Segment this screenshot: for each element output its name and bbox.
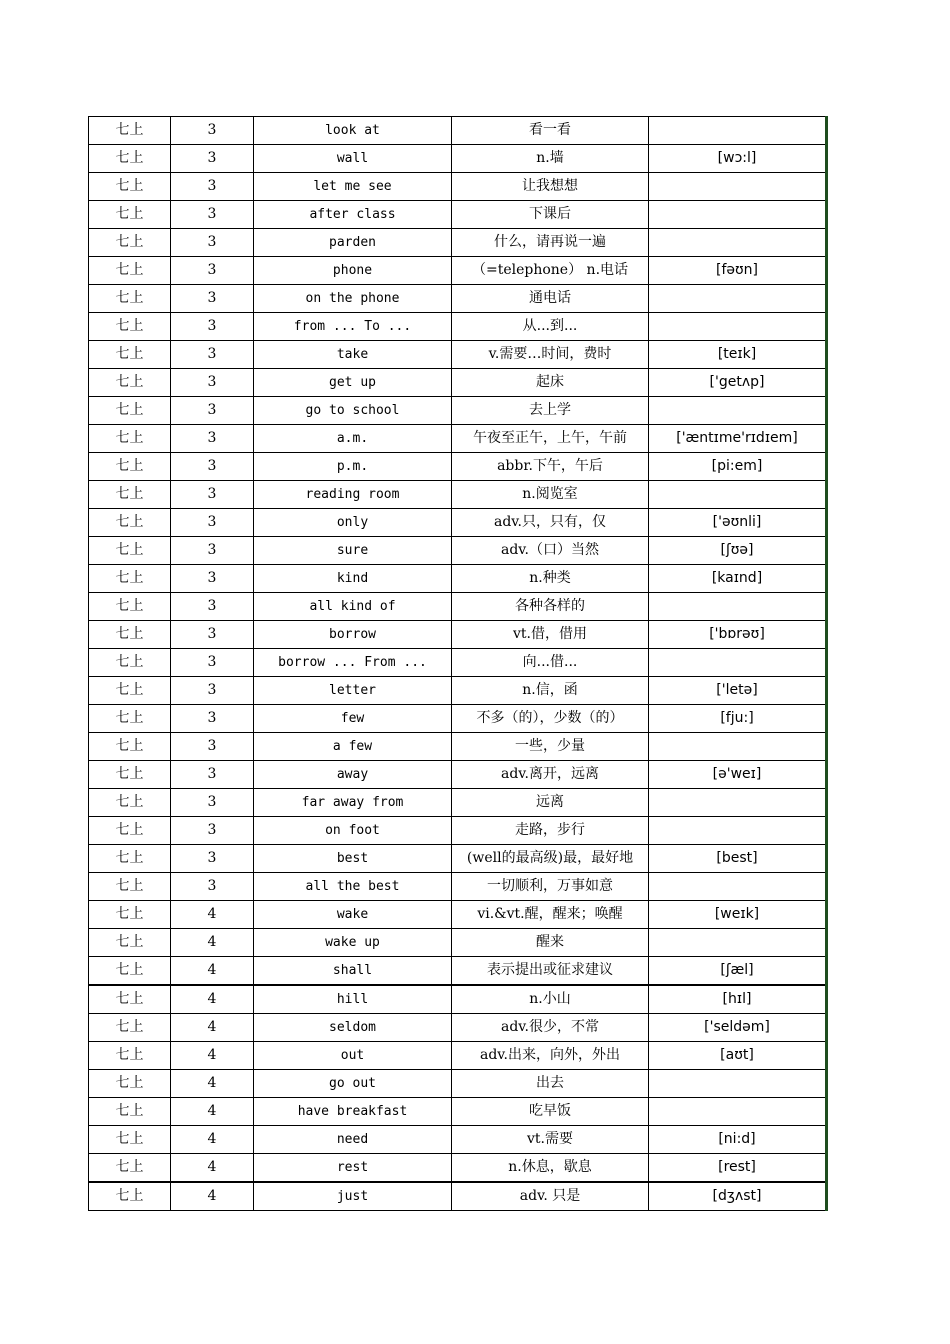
grade-cell: 七上 bbox=[89, 453, 171, 481]
word-cell: wall bbox=[254, 145, 452, 173]
meaning-cell: adv.（口）当然 bbox=[452, 537, 649, 565]
meaning-cell: 午夜至正午，上午，午前 bbox=[452, 425, 649, 453]
meaning-cell: (well的最高级)最，最好地 bbox=[452, 845, 649, 873]
phonetic-cell: [wɔ:l] bbox=[649, 145, 827, 173]
table-row bbox=[89, 845, 827, 873]
table-row bbox=[89, 761, 827, 789]
table-row bbox=[89, 285, 827, 313]
word-cell: borrow bbox=[254, 621, 452, 649]
table-row bbox=[89, 705, 827, 733]
grade-cell: 七上 bbox=[89, 229, 171, 257]
word-cell: wake bbox=[254, 901, 452, 929]
unit-cell: 4 bbox=[171, 1042, 254, 1070]
phonetic-cell bbox=[649, 929, 827, 957]
word-cell: shall bbox=[254, 957, 452, 986]
unit-cell: 3 bbox=[171, 677, 254, 705]
phonetic-cell: ['əʊnli] bbox=[649, 509, 827, 537]
word-cell: need bbox=[254, 1126, 452, 1154]
phonetic-cell: [teɪk] bbox=[649, 341, 827, 369]
unit-cell: 3 bbox=[171, 509, 254, 537]
grade-cell: 七上 bbox=[89, 565, 171, 593]
phonetic-cell: ['seldəm] bbox=[649, 1014, 827, 1042]
unit-cell: 3 bbox=[171, 593, 254, 621]
phonetic-cell: [weɪk] bbox=[649, 901, 827, 929]
table-row bbox=[89, 1098, 827, 1126]
word-cell: only bbox=[254, 509, 452, 537]
grade-cell: 七上 bbox=[89, 733, 171, 761]
unit-cell: 3 bbox=[171, 649, 254, 677]
unit-cell: 3 bbox=[171, 397, 254, 425]
vocabulary-table bbox=[88, 116, 828, 1211]
unit-cell: 4 bbox=[171, 985, 254, 1014]
word-cell: have breakfast bbox=[254, 1098, 452, 1126]
phonetic-cell: ['letə] bbox=[649, 677, 827, 705]
table-row bbox=[89, 789, 827, 817]
phonetic-cell: [aʊt] bbox=[649, 1042, 827, 1070]
grade-cell: 七上 bbox=[89, 285, 171, 313]
unit-cell: 4 bbox=[171, 901, 254, 929]
word-cell: just bbox=[254, 1182, 452, 1211]
unit-cell: 4 bbox=[171, 957, 254, 986]
table-row bbox=[89, 817, 827, 845]
grade-cell: 七上 bbox=[89, 117, 171, 145]
phonetic-cell bbox=[649, 481, 827, 509]
unit-cell: 3 bbox=[171, 369, 254, 397]
table-row bbox=[89, 565, 827, 593]
unit-cell: 4 bbox=[171, 929, 254, 957]
meaning-cell: vi.&vt.醒，醒来；唤醒 bbox=[452, 901, 649, 929]
vocabulary-table-body bbox=[89, 117, 827, 1211]
unit-cell: 3 bbox=[171, 201, 254, 229]
meaning-cell: 看一看 bbox=[452, 117, 649, 145]
unit-cell: 3 bbox=[171, 817, 254, 845]
unit-cell: 3 bbox=[171, 173, 254, 201]
meaning-cell: 下课后 bbox=[452, 201, 649, 229]
grade-cell: 七上 bbox=[89, 789, 171, 817]
word-cell: from ... To ... bbox=[254, 313, 452, 341]
table-row bbox=[89, 341, 827, 369]
table-row bbox=[89, 537, 827, 565]
unit-cell: 3 bbox=[171, 229, 254, 257]
unit-cell: 3 bbox=[171, 565, 254, 593]
table-row bbox=[89, 649, 827, 677]
grade-cell: 七上 bbox=[89, 341, 171, 369]
meaning-cell: 一些，少量 bbox=[452, 733, 649, 761]
meaning-cell: n.墙 bbox=[452, 145, 649, 173]
phonetic-cell bbox=[649, 1070, 827, 1098]
grade-cell: 七上 bbox=[89, 761, 171, 789]
meaning-cell: 表示提出或征求建议 bbox=[452, 957, 649, 986]
table-row bbox=[89, 985, 827, 1014]
meaning-cell: v.需要…时间，费时 bbox=[452, 341, 649, 369]
meaning-cell: abbr.下午，午后 bbox=[452, 453, 649, 481]
grade-cell: 七上 bbox=[89, 397, 171, 425]
table-row bbox=[89, 957, 827, 986]
table-row bbox=[89, 593, 827, 621]
grade-cell: 七上 bbox=[89, 509, 171, 537]
table-row bbox=[89, 313, 827, 341]
word-cell: on foot bbox=[254, 817, 452, 845]
meaning-cell: 什么，请再说一遍 bbox=[452, 229, 649, 257]
word-cell: sure bbox=[254, 537, 452, 565]
unit-cell: 3 bbox=[171, 761, 254, 789]
word-cell: best bbox=[254, 845, 452, 873]
word-cell: far away from bbox=[254, 789, 452, 817]
meaning-cell: 去上学 bbox=[452, 397, 649, 425]
table-row bbox=[89, 481, 827, 509]
table-row bbox=[89, 453, 827, 481]
grade-cell: 七上 bbox=[89, 1070, 171, 1098]
unit-cell: 4 bbox=[171, 1126, 254, 1154]
grade-cell: 七上 bbox=[89, 369, 171, 397]
meaning-cell: adv. 只是 bbox=[452, 1182, 649, 1211]
grade-cell: 七上 bbox=[89, 1014, 171, 1042]
table-row bbox=[89, 1126, 827, 1154]
meaning-cell: （=telephone） n.电话 bbox=[452, 257, 649, 285]
grade-cell: 七上 bbox=[89, 985, 171, 1014]
grade-cell: 七上 bbox=[89, 929, 171, 957]
meaning-cell: n.种类 bbox=[452, 565, 649, 593]
meaning-cell: 吃早饭 bbox=[452, 1098, 649, 1126]
unit-cell: 3 bbox=[171, 733, 254, 761]
unit-cell: 3 bbox=[171, 453, 254, 481]
unit-cell: 3 bbox=[171, 313, 254, 341]
grade-cell: 七上 bbox=[89, 201, 171, 229]
phonetic-cell: ['getʌp] bbox=[649, 369, 827, 397]
grade-cell: 七上 bbox=[89, 1154, 171, 1183]
unit-cell: 3 bbox=[171, 285, 254, 313]
meaning-cell: 醒来 bbox=[452, 929, 649, 957]
meaning-cell: adv.只，只有，仅 bbox=[452, 509, 649, 537]
unit-cell: 4 bbox=[171, 1070, 254, 1098]
phonetic-cell: [pi:em] bbox=[649, 453, 827, 481]
word-cell: take bbox=[254, 341, 452, 369]
word-cell: all kind of bbox=[254, 593, 452, 621]
table-row bbox=[89, 257, 827, 285]
word-cell: after class bbox=[254, 201, 452, 229]
phonetic-cell bbox=[649, 229, 827, 257]
phonetic-cell bbox=[649, 285, 827, 313]
grade-cell: 七上 bbox=[89, 649, 171, 677]
unit-cell: 3 bbox=[171, 873, 254, 901]
phonetic-cell: ['bɒrəʊ] bbox=[649, 621, 827, 649]
unit-cell: 3 bbox=[171, 481, 254, 509]
word-cell: look at bbox=[254, 117, 452, 145]
unit-cell: 3 bbox=[171, 621, 254, 649]
phonetic-cell bbox=[649, 733, 827, 761]
phonetic-cell: [dʒʌst] bbox=[649, 1182, 827, 1211]
grade-cell: 七上 bbox=[89, 145, 171, 173]
meaning-cell: vt.需要 bbox=[452, 1126, 649, 1154]
meaning-cell: adv.出来，向外，外出 bbox=[452, 1042, 649, 1070]
meaning-cell: 各种各样的 bbox=[452, 593, 649, 621]
phonetic-cell bbox=[649, 117, 827, 145]
table-row bbox=[89, 145, 827, 173]
phonetic-cell: [fəʊn] bbox=[649, 257, 827, 285]
meaning-cell: 远离 bbox=[452, 789, 649, 817]
grade-cell: 七上 bbox=[89, 705, 171, 733]
meaning-cell: 走路，步行 bbox=[452, 817, 649, 845]
word-cell: borrow ... From ... bbox=[254, 649, 452, 677]
word-cell: go to school bbox=[254, 397, 452, 425]
phonetic-cell: ['æntɪme'rɪdɪem] bbox=[649, 425, 827, 453]
table-row bbox=[89, 173, 827, 201]
unit-cell: 4 bbox=[171, 1154, 254, 1183]
word-cell: all the best bbox=[254, 873, 452, 901]
grade-cell: 七上 bbox=[89, 173, 171, 201]
phonetic-cell bbox=[649, 1098, 827, 1126]
meaning-cell: n.阅览室 bbox=[452, 481, 649, 509]
word-cell: letter bbox=[254, 677, 452, 705]
phonetic-cell bbox=[649, 397, 827, 425]
word-cell: seldom bbox=[254, 1014, 452, 1042]
grade-cell: 七上 bbox=[89, 817, 171, 845]
grade-cell: 七上 bbox=[89, 257, 171, 285]
table-row bbox=[89, 1042, 827, 1070]
table-row bbox=[89, 901, 827, 929]
word-cell: phone bbox=[254, 257, 452, 285]
word-cell: a few bbox=[254, 733, 452, 761]
grade-cell: 七上 bbox=[89, 313, 171, 341]
meaning-cell: 向...借... bbox=[452, 649, 649, 677]
word-cell: p.m. bbox=[254, 453, 452, 481]
grade-cell: 七上 bbox=[89, 425, 171, 453]
table-row bbox=[89, 733, 827, 761]
phonetic-cell: [ʃʊə] bbox=[649, 537, 827, 565]
unit-cell: 4 bbox=[171, 1014, 254, 1042]
unit-cell: 3 bbox=[171, 537, 254, 565]
unit-cell: 4 bbox=[171, 1098, 254, 1126]
table-row bbox=[89, 117, 827, 145]
word-cell: reading room bbox=[254, 481, 452, 509]
grade-cell: 七上 bbox=[89, 1182, 171, 1211]
meaning-cell: 不多（的），少数（的） bbox=[452, 705, 649, 733]
grade-cell: 七上 bbox=[89, 1126, 171, 1154]
phonetic-cell: [ni:d] bbox=[649, 1126, 827, 1154]
table-row bbox=[89, 621, 827, 649]
unit-cell: 3 bbox=[171, 257, 254, 285]
phonetic-cell: [ʃæl] bbox=[649, 957, 827, 986]
phonetic-cell: [kaɪnd] bbox=[649, 565, 827, 593]
meaning-cell: n.休息，歇息 bbox=[452, 1154, 649, 1183]
unit-cell: 3 bbox=[171, 789, 254, 817]
meaning-cell: 从...到... bbox=[452, 313, 649, 341]
phonetic-cell bbox=[649, 313, 827, 341]
unit-cell: 3 bbox=[171, 145, 254, 173]
table-row bbox=[89, 1182, 827, 1211]
phonetic-cell bbox=[649, 817, 827, 845]
grade-cell: 七上 bbox=[89, 677, 171, 705]
grade-cell: 七上 bbox=[89, 593, 171, 621]
phonetic-cell bbox=[649, 649, 827, 677]
meaning-cell: n.小山 bbox=[452, 985, 649, 1014]
table-row bbox=[89, 873, 827, 901]
meaning-cell: 出去 bbox=[452, 1070, 649, 1098]
table-row bbox=[89, 677, 827, 705]
phonetic-cell: [hɪl] bbox=[649, 985, 827, 1014]
word-cell: go out bbox=[254, 1070, 452, 1098]
phonetic-cell bbox=[649, 873, 827, 901]
phonetic-cell bbox=[649, 173, 827, 201]
word-cell: a.m. bbox=[254, 425, 452, 453]
table-row bbox=[89, 1154, 827, 1183]
unit-cell: 3 bbox=[171, 845, 254, 873]
unit-cell: 3 bbox=[171, 705, 254, 733]
word-cell: few bbox=[254, 705, 452, 733]
phonetic-cell bbox=[649, 789, 827, 817]
meaning-cell: 一切顺利，万事如意 bbox=[452, 873, 649, 901]
grade-cell: 七上 bbox=[89, 957, 171, 986]
phonetic-cell: [ə'weɪ] bbox=[649, 761, 827, 789]
unit-cell: 4 bbox=[171, 1182, 254, 1211]
grade-cell: 七上 bbox=[89, 621, 171, 649]
table-row bbox=[89, 1014, 827, 1042]
word-cell: kind bbox=[254, 565, 452, 593]
word-cell: hill bbox=[254, 985, 452, 1014]
word-cell: away bbox=[254, 761, 452, 789]
table-row bbox=[89, 1070, 827, 1098]
word-cell: wake up bbox=[254, 929, 452, 957]
word-cell: rest bbox=[254, 1154, 452, 1183]
grade-cell: 七上 bbox=[89, 845, 171, 873]
meaning-cell: adv.离开，远离 bbox=[452, 761, 649, 789]
table-row bbox=[89, 229, 827, 257]
table-row bbox=[89, 369, 827, 397]
grade-cell: 七上 bbox=[89, 901, 171, 929]
word-cell: out bbox=[254, 1042, 452, 1070]
meaning-cell: n.信，函 bbox=[452, 677, 649, 705]
meaning-cell: 通电话 bbox=[452, 285, 649, 313]
word-cell: let me see bbox=[254, 173, 452, 201]
unit-cell: 3 bbox=[171, 117, 254, 145]
word-cell: on the phone bbox=[254, 285, 452, 313]
word-cell: parden bbox=[254, 229, 452, 257]
table-row bbox=[89, 425, 827, 453]
phonetic-cell bbox=[649, 593, 827, 621]
phonetic-cell: [best] bbox=[649, 845, 827, 873]
word-cell: get up bbox=[254, 369, 452, 397]
meaning-cell: vt.借，借用 bbox=[452, 621, 649, 649]
phonetic-cell: [fju:] bbox=[649, 705, 827, 733]
meaning-cell: 起床 bbox=[452, 369, 649, 397]
grade-cell: 七上 bbox=[89, 873, 171, 901]
grade-cell: 七上 bbox=[89, 1098, 171, 1126]
table-row bbox=[89, 929, 827, 957]
grade-cell: 七上 bbox=[89, 537, 171, 565]
table-row bbox=[89, 509, 827, 537]
unit-cell: 3 bbox=[171, 341, 254, 369]
grade-cell: 七上 bbox=[89, 481, 171, 509]
phonetic-cell: [rest] bbox=[649, 1154, 827, 1183]
unit-cell: 3 bbox=[171, 425, 254, 453]
phonetic-cell bbox=[649, 201, 827, 229]
meaning-cell: adv.很少，不常 bbox=[452, 1014, 649, 1042]
table-row bbox=[89, 201, 827, 229]
meaning-cell: 让我想想 bbox=[452, 173, 649, 201]
grade-cell: 七上 bbox=[89, 1042, 171, 1070]
table-row bbox=[89, 397, 827, 425]
